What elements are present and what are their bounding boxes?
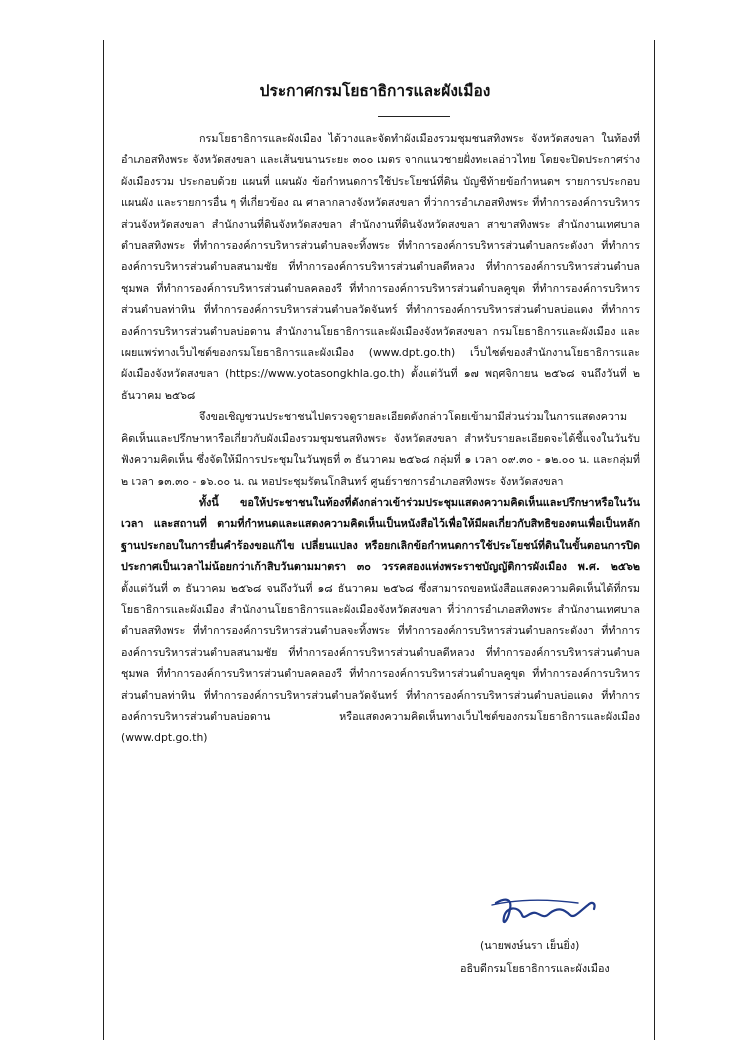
paragraph-3-rest: ตั้งแต่วันที่ ๓ ธันวาคม ๒๕๖๘ จนถึงวันที่ ๑๘ ธันวาคม ๒๕๖๘ ซึ่งสามารถขอหนังสือแสดงความคิดเห็นได้ที่กรมโยธาธิการและผังเมือง สำนักงานโยธาธิการและผังเมืองจังหวัดสงขลา ที่ว่าการอำเภอสทิงพระ สำนักงานเทศบาลตำบลสทิงพระ ที่ทำการองค์การบริหารส่วนตำบลจะทิ้งพระ ที่ทำการองค์การบริหารส่วนตำบลกระดังงา ที่ทำการองค์การบริหารส่วนตำบลสนามชัย ที่ทำการองค์การบริหารส่วนตำบลดีหลวง ที่ทำการองค์การบริหารส่วนตำบลชุมพล ที่ทำการองค์การบริหารส่วนตำบลคลองรี ที่ทำการองค์การบริหารส่วนตำบลคูขุด ที่ทำการองค์การบริหารส่วนตำบลท่าหิน ที่ทำการองค์การบริหารส่วนตำบลวัดจันทร์ ที่ทำการองค์การบริหารส่วนตำบลบ่อแดง ที่ทำการองค์การบริหารส่วนตำบลบ่อดาน หรือแสดงความคิดเห็นทางเว็บไซต์ของกรมโยธาธิการและผังเมือง (www.dpt.go.th) bbox=[121, 581, 640, 745]
paragraph-3 bbox=[121, 492, 640, 749]
signer-name: (นายพงษ์นรา เย็นยิ่ง) bbox=[480, 939, 580, 952]
announcement-body bbox=[121, 128, 640, 749]
signature-image bbox=[488, 893, 604, 933]
paragraph-2: จึงขอเชิญชวนประชาชนไปตรวจดูรายละเอียดดังกล่าวโดยเข้ามามีส่วนร่วมในการแสดงความคิดเห็นและปรึกษาหารือเกี่ยวกับผังเมืองรวมชุมชนสทิงพระ จังหวัดสงขลา สำหรับรายละเอียดจะได้ชี้แจงในวันรับฟังความคิดเห็น ซึ่งจัดให้มีการประชุมในวันพุธที่ ๓ ธันวาคม ๒๕๖๘ กลุ่มที่ ๑ เวลา ๐๙.๓๐ - ๑๒.๐๐ น. และกลุ่มที่ ๒ เวลา ๑๓.๓๐ - ๑๖.๐๐ น. ณ หอประชุมรัตนโกสินทร์ ศูนย์ราชการอำเภอสทิงพระ จังหวัดสงขลา bbox=[121, 410, 640, 488]
page-title: ประกาศกรมโยธาธิการและผังเมือง bbox=[259, 82, 491, 100]
title-underline bbox=[378, 116, 450, 117]
signer-position: อธิบดีกรมโยธาธิการและผังเมือง bbox=[460, 962, 610, 975]
paragraph-1: กรมโยธาธิการและผังเมือง ได้วางและจัดทำผังเมืองรวมชุมชนสทิงพระ จังหวัดสงขลา ในท้องที่อำเภอสทิงพระ จังหวัดสงขลา และเส้นขนานระยะ ๓๐๐ เมตร จากแนวชายฝั่งทะเลอ่าวไทย โดยจะปิดประกาศร่างผังเมืองรวม ประกอบด้วย แผนที่ แผนผัง ข้อกำหนดการใช้ประโยชน์ที่ดิน บัญชีท้ายข้อกำหนดฯ รายการประกอบแผนผัง และรายการอื่น ๆ ที่เกี่ยวข้อง ณ ศาลากลางจังหวัดสงขลา ที่ว่าการอำเภอสทิงพระ ที่ทำการองค์การบริหารส่วนจังหวัดสงขลา สำนักงานที่ดินจังหวัดสงขลา สำนักงานที่ดินจังหวัดสงขลา สาขาสทิงพระ สำนักงานเทศบาลตำบลสทิงพระ ที่ทำการองค์การบริหารส่วนตำบลจะทิ้งพระ ที่ทำการองค์การบริหารส่วนตำบลกระดังงา ที่ทำการองค์การบริหารส่วนตำบลสนามชัย ที่ทำการองค์การบริหารส่วนตำบลดีหลวง ที่ทำการองค์การบริหารส่วนตำบลชุมพล ที่ทำการองค์การบริหารส่วนตำบลคลองรี ที่ทำการองค์การบริหารส่วนตำบลคูขุด ที่ทำการองค์การบริหารส่วนตำบลท่าหิน ที่ทำการองค์การบริหารส่วนตำบลวัดจันทร์ ที่ทำการองค์การบริหารส่วนตำบลบ่อแดง ที่ทำการองค์การบริหารส่วนตำบลบ่อดาน สำนักงานโยธาธิการและผังเมืองจังหวัดสงขลา กรมโยธาธิการและผังเมือง และเผยแพร่ทางเว็บไซต์ของกรมโยธาธิการและผังเมือง (www.dpt.go.th) เว็บไซต์ของสำนักงานโยธาธิการและผังเมืองจังหวัดสงขลา (https://www.yotasongkhla.go.th) ตั้งแต่วันที่ ๑๗ พฤศจิกายน ๒๕๖๘ จนถึงวันที่ ๒ ธันวาคม ๒๕๖๘ bbox=[121, 132, 640, 402]
signature-stroke bbox=[496, 900, 595, 922]
paragraph-3-emphasis: ทั้งนี้ ขอให้ประชาชนในท้องที่ดังกล่าวเข้าร่วมประชุมแสดงความคิดเห็นและปรึกษาหรือในวัน เวลา และสถานที่ ตามที่กำหนดและแสดงความคิดเห็นเป็นหนังสือไว้เพื่อให้มีผลเกี่ยวกับสิทธิของตนเพื่อเป็นหลักฐานประกอบในการยื่นคำร้องขอแก้ไข เปลี่ยนแปลง หรือยกเลิกข้อกำหนดการใช้ประโยชน์ที่ดินในขั้นตอนการปิดประกาศเป็นเวลาไม่น้อยกว่าเก้าสิบวันตามมาตรา ๓๐ วรรคสองแห่งพระราชบัญญัติการผังเมือง พ.ศ. ๒๕๖๒ bbox=[121, 495, 640, 574]
signature-flourish bbox=[492, 900, 578, 905]
